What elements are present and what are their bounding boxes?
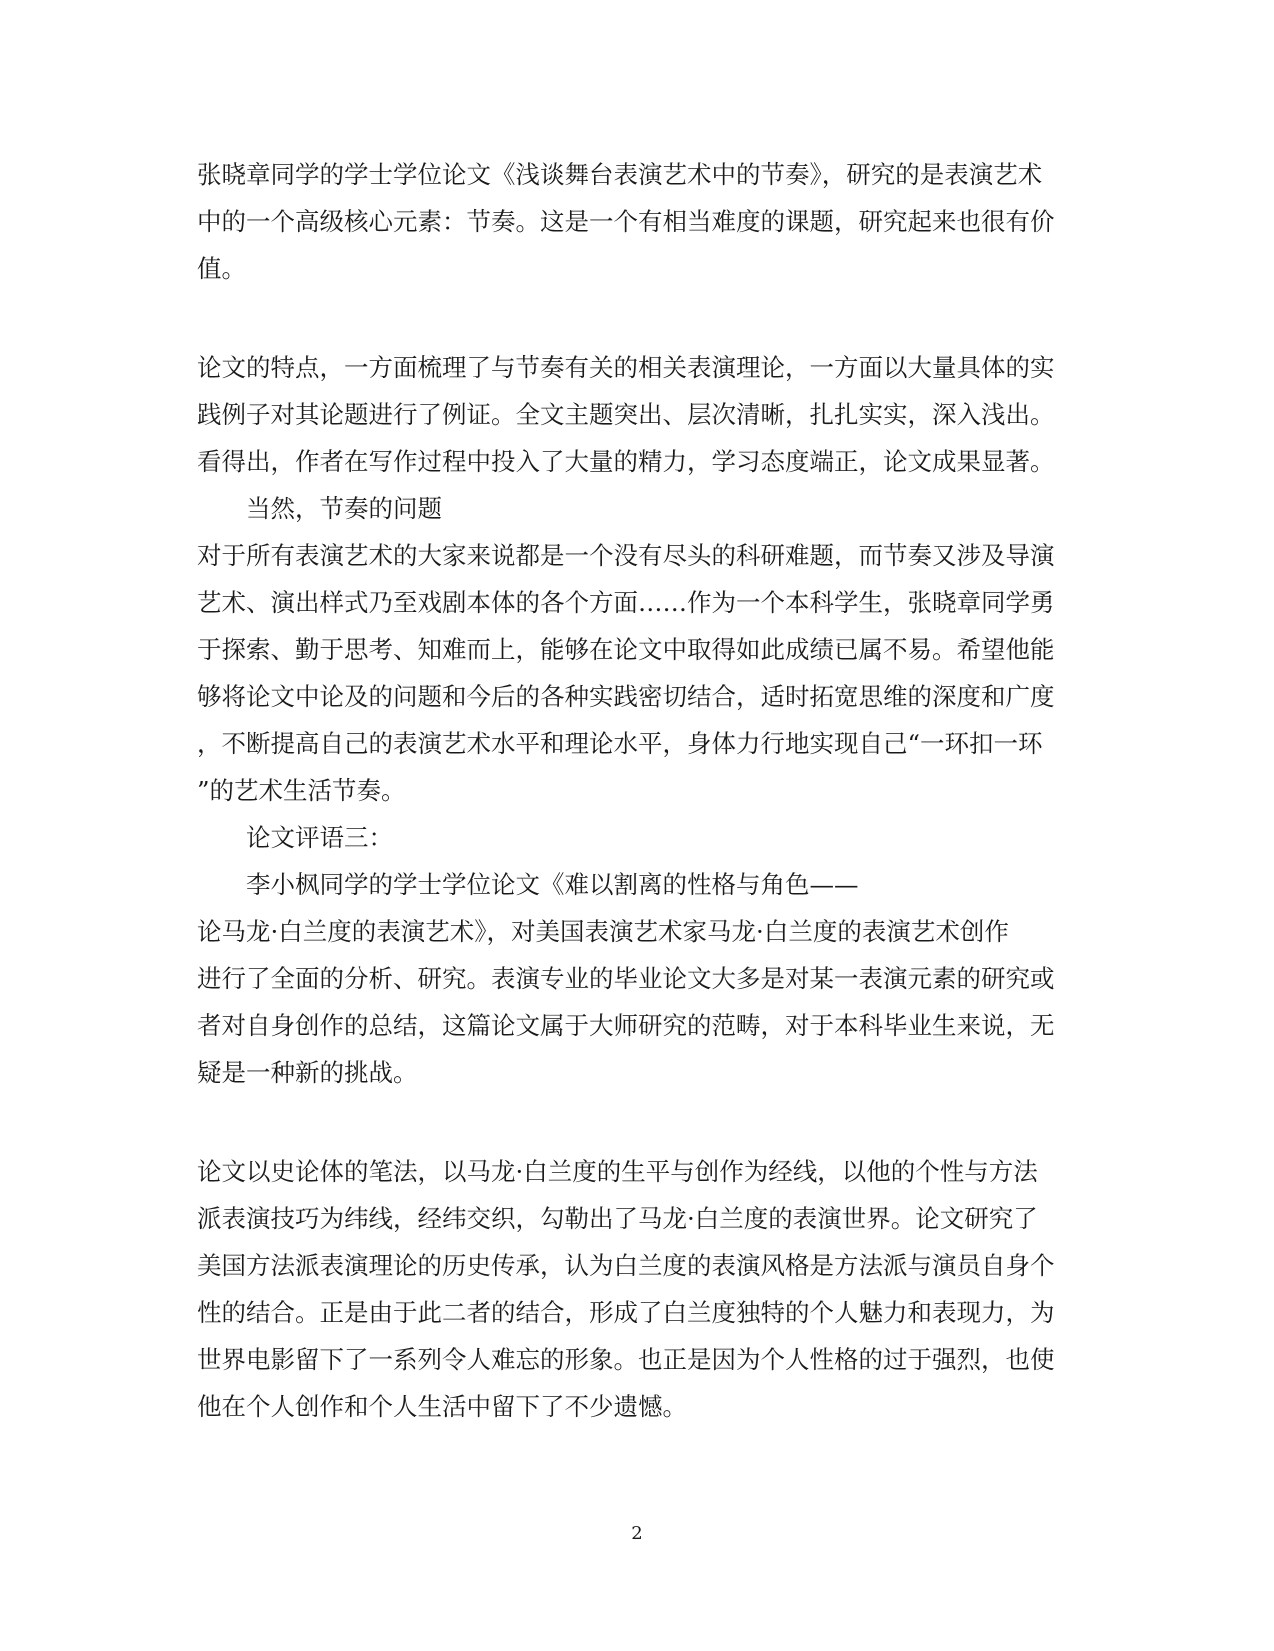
text-line: 性的结合。正是由于此二者的结合，形成了白兰度独特的个人魅力和表现力，为 (197, 1298, 1055, 1327)
text-line: 世界电影留下了一系列令人难忘的形象。也正是因为个人性格的过于强烈，也使 (197, 1345, 1055, 1374)
text-line: 看得出，作者在写作过程中投入了大量的精力，学习态度端正，论文成果显著。 (197, 447, 1055, 476)
text-line: 对于所有表演艺术的大家来说都是一个没有尽头的科研难题，而节奏又涉及导演 (197, 541, 1055, 570)
text-line: 美国方法派表演理论的历史传承，认为白兰度的表演风格是方法派与演员自身个 (197, 1251, 1055, 1280)
text-line: 李小枫同学的学士学位论文《难以割离的性格与角色—— (246, 870, 859, 899)
text-line: 艺术、演出样式乃至戏剧本体的各个方面……作为一个本科学生，张晓章同学勇 (197, 588, 1055, 617)
text-line: 论马龙·白兰度的表演艺术》，对美国表演艺术家马龙·白兰度的表演艺术创作 (197, 917, 1009, 946)
page-number: 2 (631, 1523, 643, 1544)
text-line: 派表演技巧为纬线，经纬交织，勾勒出了马龙·白兰度的表演世界。论文研究了 (197, 1204, 1038, 1233)
text-line: ，不断提高自己的表演艺术水平和理论水平，身体力行地实现自己“一环扣一环 (197, 729, 1043, 758)
text-line: 论文以史论体的笔法，以马龙·白兰度的生平与创作为经线，以他的个性与方法 (197, 1157, 1038, 1186)
section-heading: 论文评语三： (246, 823, 393, 852)
text-line: 当然，节奏的问题 (246, 494, 442, 523)
text-line: 践例子对其论题进行了例证。全文主题突出、层次清晰，扎扎实实，深入浅出。 (197, 400, 1055, 429)
text-line: 中的一个高级核心元素：节奏。这是一个有相当难度的课题，研究起来也很有价 (197, 207, 1055, 236)
text-line: 值。 (197, 254, 246, 283)
text-line: 于探索、勤于思考、知难而上，能够在论文中取得如此成绩已属不易。希望他能 (197, 635, 1055, 664)
text-line: 他在个人创作和个人生活中留下了不少遗憾。 (197, 1392, 687, 1421)
text-line: 张晓章同学的学士学位论文《浅谈舞台表演艺术中的节奏》，研究的是表演艺术 (197, 160, 1043, 189)
text-line: 够将论文中论及的问题和今后的各种实践密切结合，适时拓宽思维的深度和广度 (197, 682, 1055, 711)
text-line: 论文的特点，一方面梳理了与节奏有关的相关表演理论，一方面以大量具体的实 (197, 353, 1055, 382)
text-line: ”的艺术生活节奏。 (197, 776, 406, 805)
text-line: 疑是一种新的挑战。 (197, 1058, 418, 1087)
text-line: 进行了全面的分析、研究。表演专业的毕业论文大多是对某一表演元素的研究或 (197, 964, 1055, 993)
text-line: 者对自身创作的总结，这篇论文属于大师研究的范畴，对于本科毕业生来说，无 (197, 1011, 1055, 1040)
